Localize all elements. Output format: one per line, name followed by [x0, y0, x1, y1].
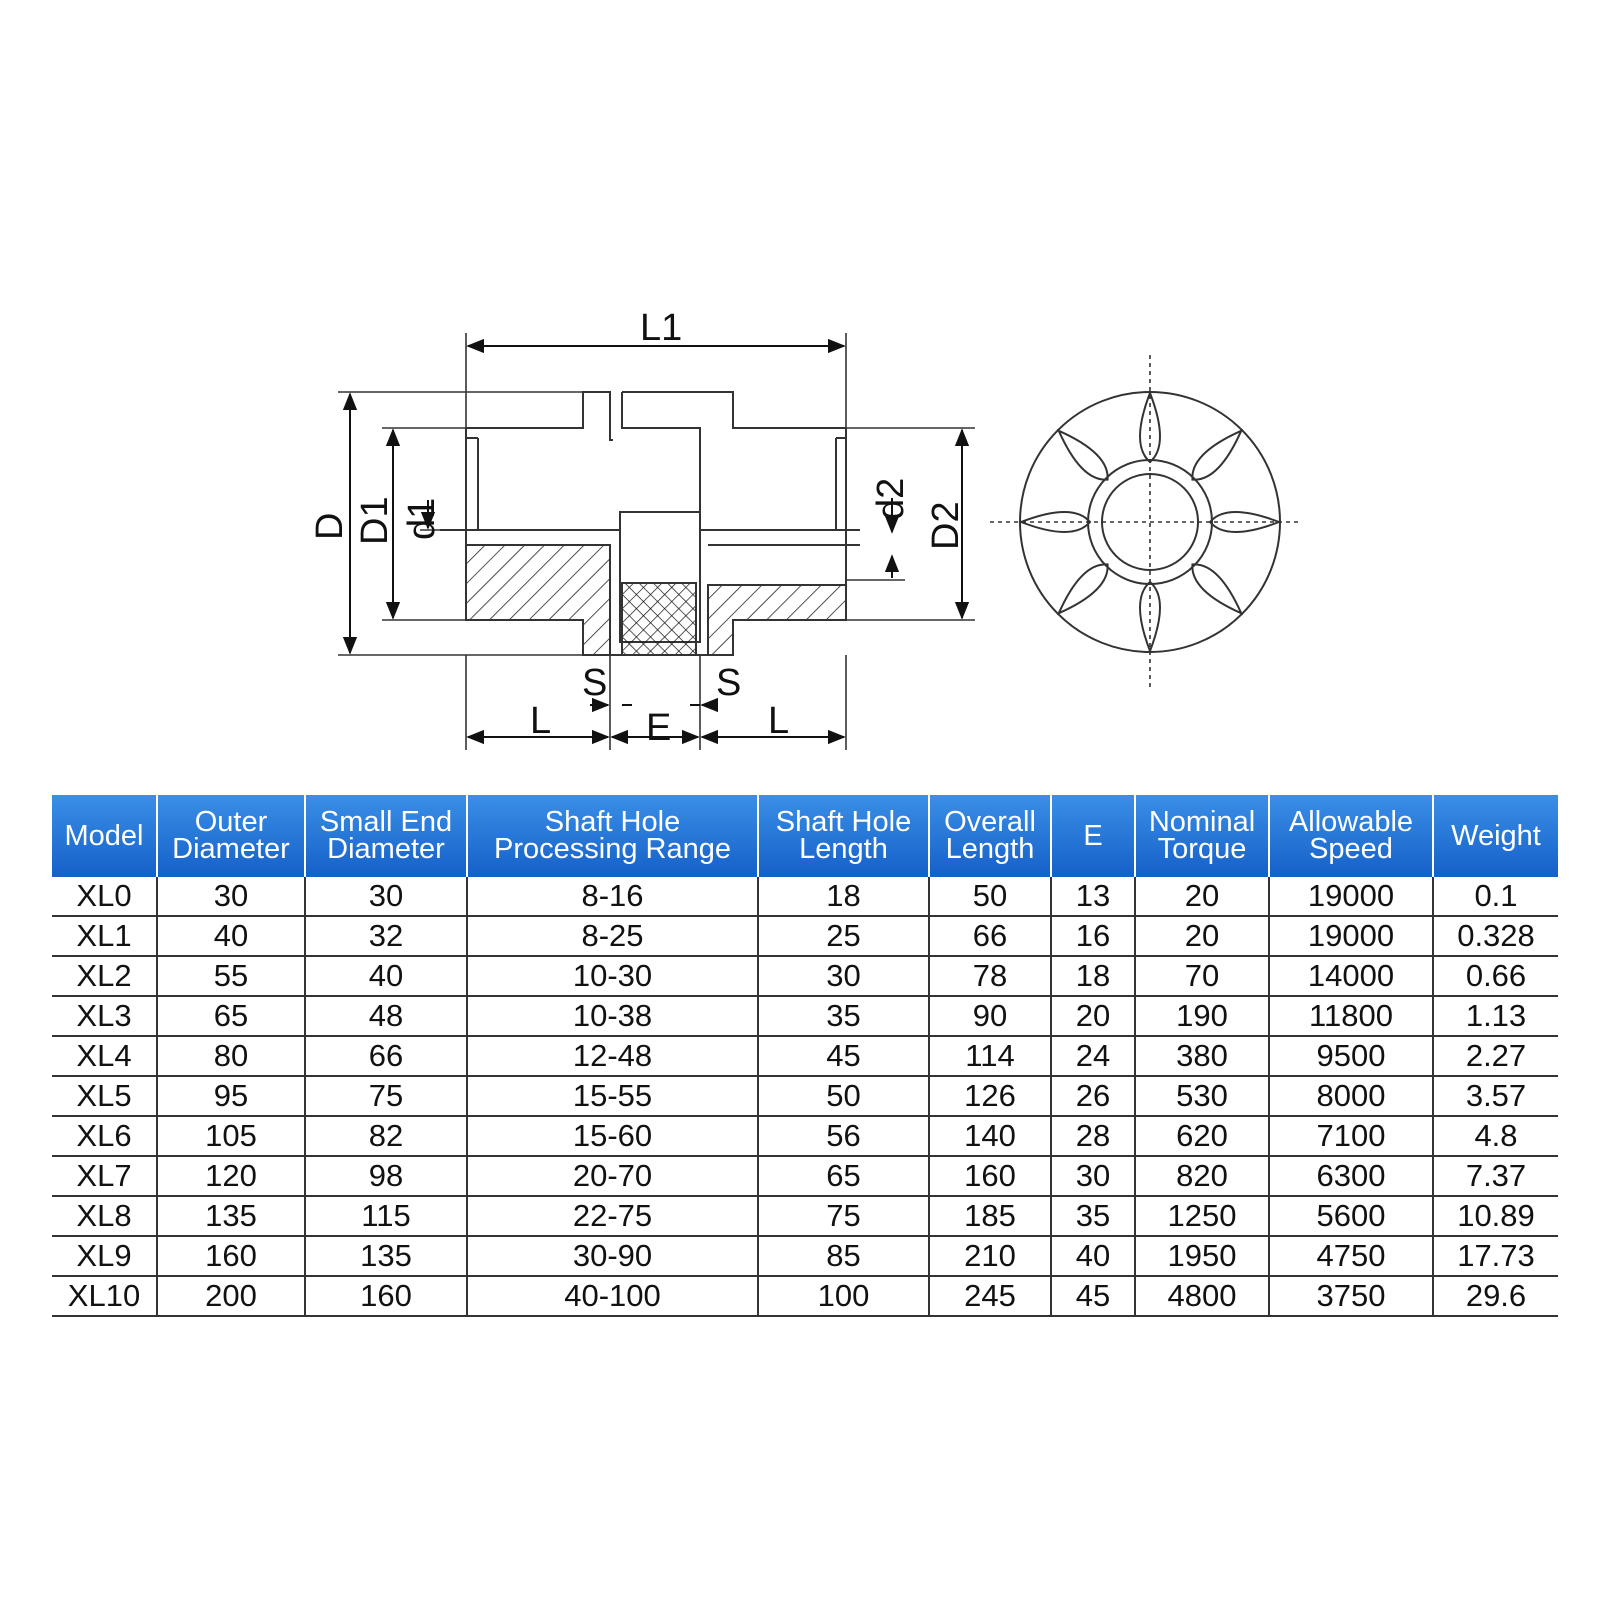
table-cell: XL0	[52, 877, 157, 916]
table-cell: 100	[758, 1276, 929, 1316]
column-header-line: Torque	[1157, 833, 1247, 865]
table-cell: 80	[157, 1036, 305, 1076]
spider-end-view	[990, 355, 1300, 690]
table-cell: 620	[1135, 1116, 1269, 1156]
table-cell: 45	[1051, 1276, 1135, 1316]
column-header-line: Small End	[319, 806, 453, 838]
table-cell: 7.37	[1433, 1156, 1558, 1196]
table-cell: 6300	[1269, 1156, 1433, 1196]
column-header	[157, 795, 305, 877]
table-cell: 12-48	[467, 1036, 758, 1076]
table-row	[52, 1276, 1558, 1316]
table-cell: 26	[1051, 1076, 1135, 1116]
table-cell: 30	[305, 877, 467, 916]
column-header-line: E	[1083, 819, 1103, 852]
column-header	[305, 795, 467, 877]
table-cell: 8-25	[467, 916, 758, 956]
column-header	[52, 795, 157, 877]
table-cell: 35	[1051, 1196, 1135, 1236]
label-S-right: S	[716, 662, 742, 704]
table-row	[52, 996, 1558, 1036]
table-cell: 40-100	[467, 1276, 758, 1316]
table-cell: 105	[157, 1116, 305, 1156]
label-d2: d2	[870, 477, 912, 520]
dimension-lines	[350, 346, 962, 737]
table-row	[52, 1076, 1558, 1116]
table-cell: 9500	[1269, 1036, 1433, 1076]
table-cell: 19000	[1269, 916, 1433, 956]
table-cell: 0.66	[1433, 956, 1558, 996]
column-header	[758, 795, 929, 877]
table-cell: 14000	[1269, 956, 1433, 996]
table-cell: 70	[1135, 956, 1269, 996]
table-cell: 15-55	[467, 1076, 758, 1116]
table-cell: 11800	[1269, 996, 1433, 1036]
extension-lines	[338, 333, 975, 750]
table-cell: XL4	[52, 1036, 157, 1076]
column-header-line: Nominal	[1148, 806, 1256, 838]
column-header	[1051, 795, 1135, 877]
label-D2: D2	[925, 501, 967, 550]
column-header-line: Model	[64, 819, 144, 852]
table-cell: 66	[305, 1036, 467, 1076]
right-hub-section	[708, 585, 846, 655]
table-cell: 210	[929, 1236, 1051, 1276]
table-cell: 30	[758, 956, 929, 996]
label-L1: L1	[640, 307, 683, 349]
table-cell: 65	[157, 996, 305, 1036]
table-cell: 75	[305, 1076, 467, 1116]
table-cell: 114	[929, 1036, 1051, 1076]
table-cell: 30-90	[467, 1236, 758, 1276]
column-header	[467, 795, 758, 877]
table-cell: XL1	[52, 916, 157, 956]
table-cell: XL10	[52, 1276, 157, 1316]
column-header-line: Shaft Hole	[775, 806, 912, 838]
table-cell: 3750	[1269, 1276, 1433, 1316]
column-header-line: Length	[945, 833, 1035, 865]
table-cell: 160	[157, 1236, 305, 1276]
table-cell: 16	[1051, 916, 1135, 956]
table-cell: 98	[305, 1156, 467, 1196]
table-cell: 40	[305, 956, 467, 996]
column-header	[1269, 795, 1433, 877]
table-row	[52, 1196, 1558, 1236]
table-body	[52, 877, 1558, 1316]
table-cell: 29.6	[1433, 1276, 1558, 1316]
table-cell: 0.328	[1433, 916, 1558, 956]
table-cell: 40	[157, 916, 305, 956]
table-cell: 48	[305, 996, 467, 1036]
spec-table	[52, 795, 1558, 1317]
table-cell: XL2	[52, 956, 157, 996]
table-cell: 1.13	[1433, 996, 1558, 1036]
table-cell: XL3	[52, 996, 157, 1036]
table-cell: 35	[758, 996, 929, 1036]
table-cell: 20-70	[467, 1156, 758, 1196]
table-cell: 5600	[1269, 1196, 1433, 1236]
table-cell: 3.57	[1433, 1076, 1558, 1116]
table-row	[52, 1156, 1558, 1196]
table-cell: 190	[1135, 996, 1269, 1036]
table-cell: 65	[758, 1156, 929, 1196]
table-cell: 160	[929, 1156, 1051, 1196]
table-cell: 10-30	[467, 956, 758, 996]
column-header-line: Length	[799, 833, 888, 865]
table-cell: XL8	[52, 1196, 157, 1236]
table-cell: 66	[929, 916, 1051, 956]
table-cell: 78	[929, 956, 1051, 996]
column-header-line: Processing Range	[494, 833, 731, 865]
label-D1: D1	[354, 496, 396, 545]
column-header-line: Overall	[944, 806, 1036, 838]
table-cell: 75	[758, 1196, 929, 1236]
column-header-line: Outer	[194, 806, 268, 838]
table-cell: 56	[758, 1116, 929, 1156]
table-cell: 30	[1051, 1156, 1135, 1196]
table-cell: 135	[305, 1236, 467, 1276]
coupling-drawing	[0, 0, 1600, 780]
table-cell: 85	[758, 1236, 929, 1276]
table-header-row	[52, 795, 1558, 877]
table-cell: XL5	[52, 1076, 157, 1116]
table-cell: XL9	[52, 1236, 157, 1276]
table-row	[52, 1036, 1558, 1076]
table-cell: 245	[929, 1276, 1051, 1316]
table-cell: 24	[1051, 1036, 1135, 1076]
column-header-line: Diameter	[172, 833, 290, 865]
table-row	[52, 956, 1558, 996]
table-cell: 10.89	[1433, 1196, 1558, 1236]
table-cell: 120	[157, 1156, 305, 1196]
table-cell: 4800	[1135, 1276, 1269, 1316]
table-cell: 17.73	[1433, 1236, 1558, 1276]
column-header-line: Allowable	[1288, 806, 1414, 838]
column-header-line: Speed	[1309, 833, 1393, 865]
table-cell: 13	[1051, 877, 1135, 916]
table-cell: 0.1	[1433, 877, 1558, 916]
table-cell: 18	[1051, 956, 1135, 996]
table-cell: 18	[758, 877, 929, 916]
table-cell: 1250	[1135, 1196, 1269, 1236]
table-cell: 32	[305, 916, 467, 956]
column-header	[1433, 795, 1558, 877]
label-E: E	[646, 707, 672, 749]
table-cell: 55	[157, 956, 305, 996]
label-D: D	[309, 512, 351, 540]
table-cell: 10-38	[467, 996, 758, 1036]
table-cell: 50	[929, 877, 1051, 916]
table-row	[52, 916, 1558, 956]
table-cell: 28	[1051, 1116, 1135, 1156]
table-cell: 185	[929, 1196, 1051, 1236]
table-row	[52, 1236, 1558, 1276]
table-cell: 8-16	[467, 877, 758, 916]
table-cell: 90	[929, 996, 1051, 1036]
table-cell: 15-60	[467, 1116, 758, 1156]
table-cell: 380	[1135, 1036, 1269, 1076]
table-cell: 22-75	[467, 1196, 758, 1236]
table-cell: 20	[1051, 996, 1135, 1036]
table-cell: 30	[157, 877, 305, 916]
label-L-left: L	[530, 700, 552, 742]
table-cell: XL6	[52, 1116, 157, 1156]
table-cell: 2.27	[1433, 1036, 1558, 1076]
table-cell: 140	[929, 1116, 1051, 1156]
table-cell: 7100	[1269, 1116, 1433, 1156]
table-cell: 126	[929, 1076, 1051, 1116]
table-cell: XL7	[52, 1156, 157, 1196]
label-S-left: S	[582, 662, 608, 704]
spider-section	[622, 583, 696, 655]
table-cell: 1950	[1135, 1236, 1269, 1276]
column-header	[929, 795, 1051, 877]
table-cell: 45	[758, 1036, 929, 1076]
table-cell: 82	[305, 1116, 467, 1156]
table-cell: 115	[305, 1196, 467, 1236]
table-cell: 530	[1135, 1076, 1269, 1116]
table-cell: 95	[157, 1076, 305, 1116]
table-cell: 25	[758, 916, 929, 956]
table-cell: 135	[157, 1196, 305, 1236]
table-cell: 4750	[1269, 1236, 1433, 1276]
label-d1: d1	[401, 497, 443, 540]
table-cell: 200	[157, 1276, 305, 1316]
left-hub-section	[466, 545, 610, 655]
table-cell: 40	[1051, 1236, 1135, 1276]
table-cell: 8000	[1269, 1076, 1433, 1116]
table-row	[52, 877, 1558, 916]
label-L-right: L	[768, 700, 790, 742]
table-cell: 50	[758, 1076, 929, 1116]
table-cell: 20	[1135, 877, 1269, 916]
table-row	[52, 1116, 1558, 1156]
column-header-line: Diameter	[327, 833, 445, 865]
column-header-line: Shaft Hole	[544, 806, 681, 838]
table-cell: 160	[305, 1276, 467, 1316]
table-cell: 4.8	[1433, 1116, 1558, 1156]
table-cell: 19000	[1269, 877, 1433, 916]
column-header-line: Weight	[1451, 819, 1541, 852]
column-header	[1135, 795, 1269, 877]
table-cell: 820	[1135, 1156, 1269, 1196]
table-cell: 20	[1135, 916, 1269, 956]
